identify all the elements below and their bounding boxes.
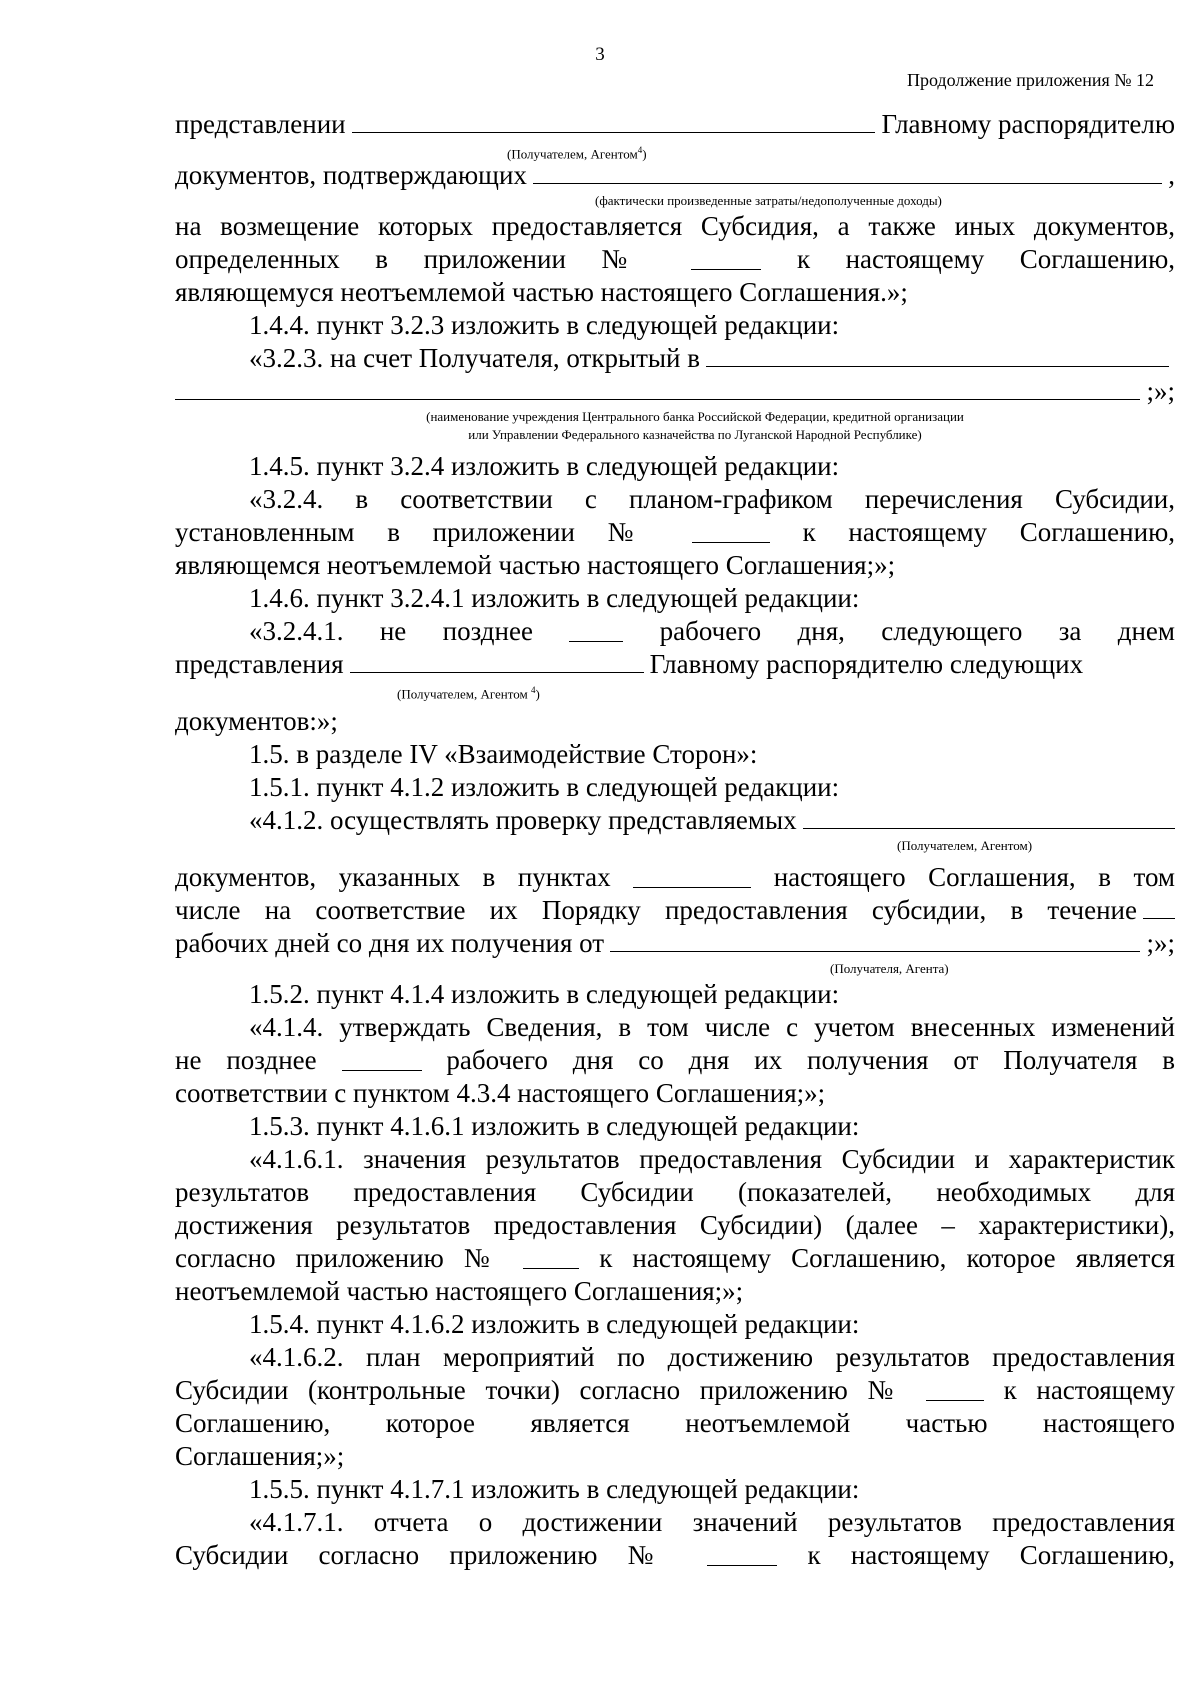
line-17: 1.5. в разделе IV «Взаимодействие Сторон»: <box>249 739 758 769</box>
line-26: соответствии с пунктом 4.3.4 настоящего Соглашения;»; <box>175 1078 826 1108</box>
text: документов, подтверждающих <box>175 160 527 190</box>
blank-appendix-number <box>692 518 770 543</box>
line-35 <box>175 1374 1175 1407</box>
caption-recipient-agent <box>175 681 1175 702</box>
caption-recipient-agent <box>175 141 1175 162</box>
line-23: 1.5.2. пункт 4.1.4 изложить в следующей редакции: <box>249 979 840 1009</box>
blank-recipient-agent <box>803 804 1175 829</box>
blank-appendix-number <box>691 245 761 270</box>
line-13: 1.4.6. пункт 3.2.4.1 изложить в следующей редакции: <box>249 583 860 613</box>
text: к настоящему Соглашению, <box>802 517 1175 547</box>
text: рабочего дня, следующего за днем <box>659 616 1176 646</box>
line-4 <box>175 243 1175 276</box>
line-38: 1.5.5. пункт 4.1.7.1 изложить в следующей редакции: <box>249 1474 860 1504</box>
line-18: 1.5.1. пункт 4.1.2 изложить в следующей редакции: <box>249 772 840 802</box>
caption-text: (наименование учреждения Центрального банка Российской Федерации, кредитной организации <box>426 409 964 424</box>
line-28: «4.1.6.1. значения результатов предоставления Субсидии и характеристик <box>249 1144 1175 1174</box>
line-39: «4.1.7.1. отчета о достижении значений результатов предоставления <box>249 1507 1175 1537</box>
caption-costs <box>175 192 1175 210</box>
text: ;»; <box>1146 376 1175 406</box>
blank-days <box>1143 894 1175 919</box>
text: рабочих дней со дня их получения от <box>175 928 605 958</box>
line-33: 1.5.4. пункт 4.1.6.2 изложить в следующей редакции: <box>249 1309 860 1339</box>
text: к настоящему Соглашению, <box>796 244 1175 274</box>
caption-text: (Получателем, Агентом <box>397 686 528 702</box>
text: числе на соответствие их Порядку предоставления субсидии, в течение <box>175 895 1137 925</box>
text: «3.2.4.1. не позднее <box>249 616 533 646</box>
text: не позднее <box>175 1045 317 1075</box>
text: настоящего Соглашения, в том <box>773 862 1176 892</box>
line-11 <box>175 516 1175 549</box>
line-5: являющемуся неотъемлемой частью настоящего Соглашения.»; <box>175 277 908 307</box>
caption-bank-name <box>175 408 1175 444</box>
caption-text: или Управлении Федерального казначейства по Луганской Народной Республике) <box>468 427 922 442</box>
line-21 <box>175 894 1175 927</box>
text: к настоящему Соглашению, <box>807 1540 1176 1570</box>
line-7 <box>175 342 1175 375</box>
line-22 <box>175 927 1175 960</box>
blank-recipient <box>350 648 644 673</box>
line-32: неотъемлемой частью настоящего Соглашения;»; <box>175 1276 744 1306</box>
line-37: Соглашения;»; <box>175 1441 345 1471</box>
text: , <box>1168 160 1175 190</box>
caption-text: (Получателя, Агента) <box>830 961 949 976</box>
text: представления <box>175 649 344 679</box>
blank-appendix-number <box>707 1541 777 1566</box>
blank-recipient-agent <box>610 927 1140 952</box>
text: «3.2.3. на счет Получателя, открытый в <box>249 343 700 373</box>
blank-days <box>569 617 623 642</box>
line-16: документов:»; <box>175 706 338 736</box>
blank-bank <box>706 342 1169 367</box>
text: «4.1.2. осуществлять проверку представляемых <box>249 805 797 835</box>
line-30: достижения результатов предоставления Субсидии) (далее – характеристики), <box>175 1210 1175 1240</box>
caption-text: (фактически произведенные затраты/недополученные доходы) <box>595 193 942 208</box>
text: установленным в приложении № <box>175 517 660 547</box>
text: Главному распорядителю следующих <box>649 649 1084 679</box>
footnote-ref: 4 <box>637 145 643 155</box>
line-20 <box>175 861 1175 894</box>
line-19 <box>175 804 1175 837</box>
blank-recipient <box>352 108 876 133</box>
caption-recipient-agent <box>175 837 1175 855</box>
line-1 <box>175 108 1175 141</box>
line-9: 1.4.5. пункт 3.2.4 изложить в следующей редакции: <box>249 451 840 481</box>
text: документов, указанных в пунктах <box>175 862 611 892</box>
blank-bank-continued <box>175 375 1140 400</box>
blank-appendix-number <box>523 1244 579 1269</box>
text: к настоящему <box>1003 1375 1176 1405</box>
text: к настоящему Соглашению, которое является <box>599 1243 1175 1273</box>
text: Субсидии (контрольные точки) согласно приложению № <box>175 1375 907 1405</box>
line-15 <box>175 648 1175 681</box>
line-31 <box>175 1242 1175 1275</box>
text: Главному распорядителю <box>881 109 1175 139</box>
text: ;»; <box>1146 928 1175 958</box>
line-27: 1.5.3. пункт 4.1.6.1 изложить в следующей редакции: <box>249 1111 860 1141</box>
line-34: «4.1.6.2. план мероприятий по достижению результатов предоставления <box>249 1342 1175 1372</box>
caption-recipient-agent <box>175 960 1175 978</box>
caption-text: (Получателем, Агентом <box>507 146 638 162</box>
line-3: на возмещение которых предоставляется Субсидия, а также иных документов, <box>175 211 1175 241</box>
page-number: 3 <box>595 44 605 65</box>
text: определенных в приложении № <box>175 244 656 274</box>
line-14 <box>175 615 1175 648</box>
line-10: «3.2.4. в соответствии с планом-графиком перечисления Субсидии, <box>249 484 1175 514</box>
line-24: «4.1.4. утверждать Сведения, в том числе с учетом внесенных изменений <box>249 1012 1175 1042</box>
line-40 <box>175 1539 1175 1572</box>
blank-documents <box>533 159 1162 184</box>
footnote-ref: 4 <box>530 685 536 695</box>
text: согласно приложению № <box>175 1243 503 1273</box>
blank-items <box>633 863 751 888</box>
line-25 <box>175 1044 1175 1077</box>
text: Субсидии согласно приложению № <box>175 1540 677 1570</box>
line-36: Соглашению, которое является неотъемлемой частью настоящего <box>175 1408 1175 1438</box>
line-2 <box>175 159 1175 192</box>
appendix-header: Продолжение приложения № 12 <box>906 70 1154 90</box>
text: рабочего дня со дня их получения от Получателя в <box>446 1045 1176 1075</box>
blank-appendix-number <box>926 1376 984 1401</box>
caption-text: ) <box>642 146 647 162</box>
text: представлении <box>175 109 346 139</box>
line-29: результатов предоставления Субсидии (показателей, необходимых для <box>175 1177 1175 1207</box>
blank-days <box>342 1046 422 1071</box>
document-body <box>175 108 1175 1572</box>
caption-text: (Получателем, Агентом) <box>897 838 1033 853</box>
line-8 <box>175 375 1175 408</box>
caption-text: ) <box>535 686 540 702</box>
line-6: 1.4.4. пункт 3.2.3 изложить в следующей редакции: <box>249 310 840 340</box>
line-12: являющемся неотъемлемой частью настоящего Соглашения;»; <box>175 550 896 580</box>
